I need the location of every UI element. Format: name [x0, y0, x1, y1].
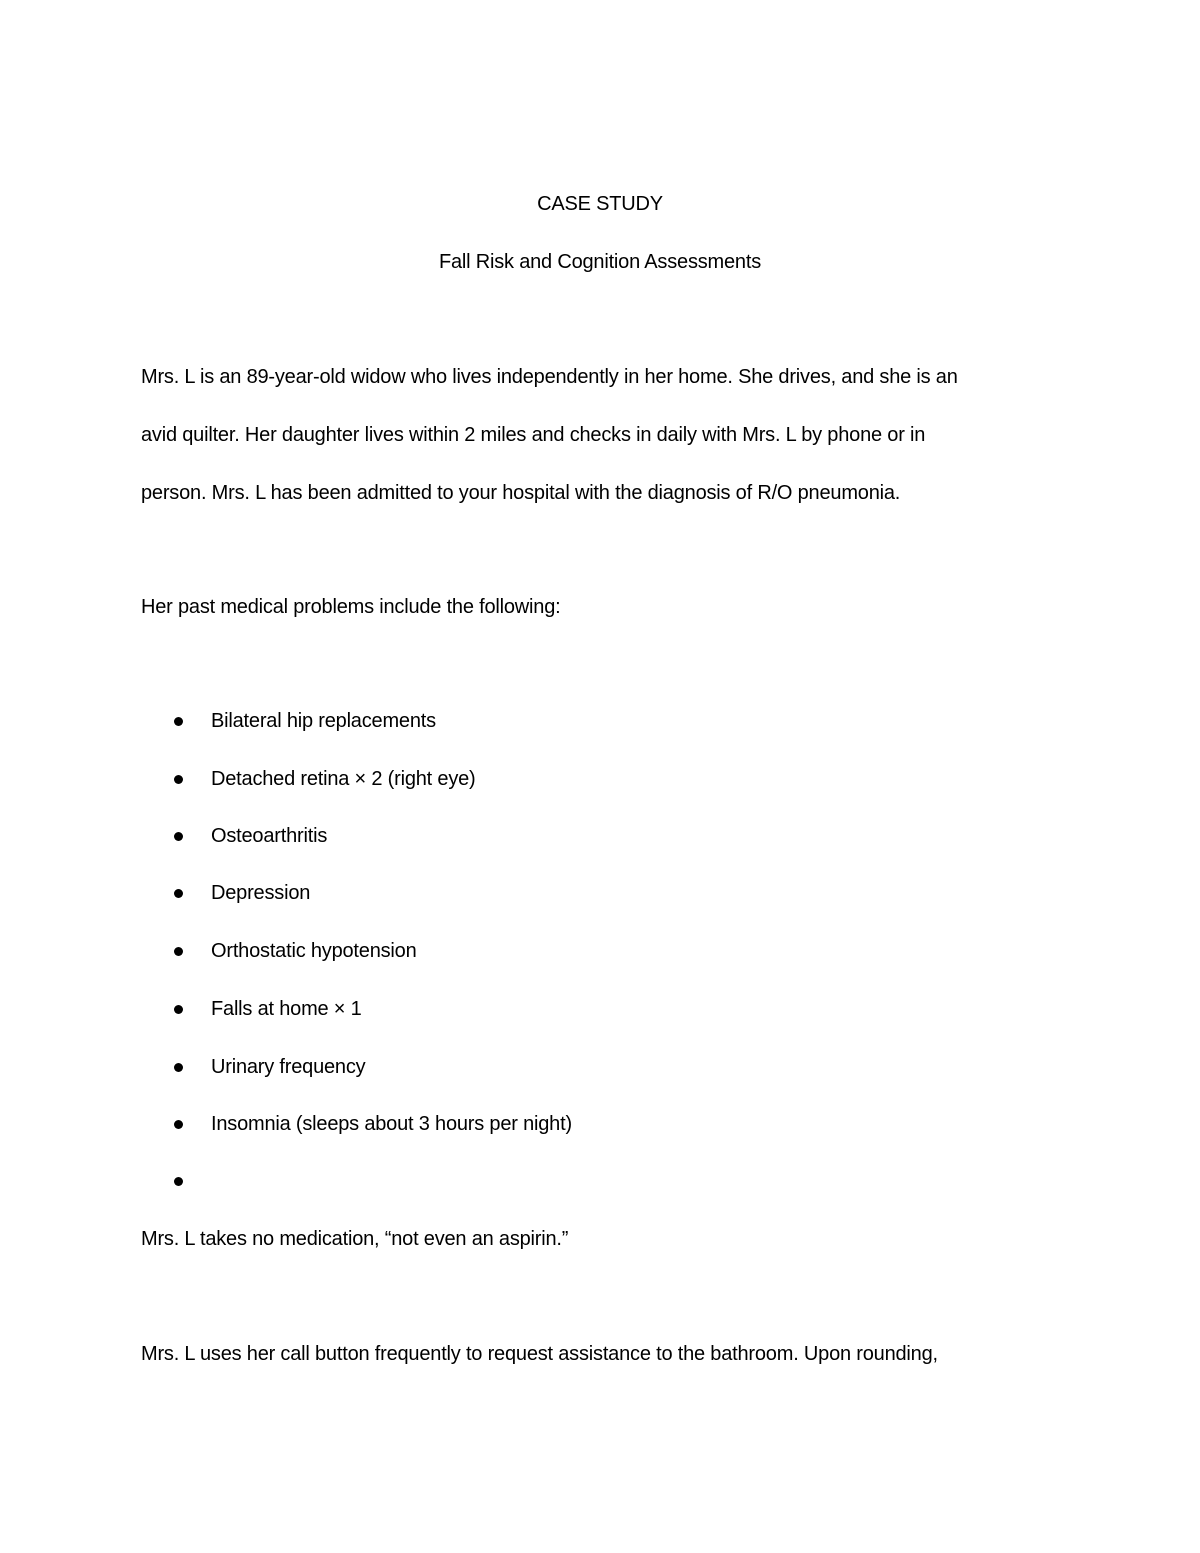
bullet-icon — [174, 947, 183, 956]
bullet-icon — [174, 1120, 183, 1129]
list-item-text: Urinary frequency — [211, 1056, 366, 1078]
list-item-text: Insomnia (sleeps about 3 hours per night) — [211, 1113, 572, 1135]
list-item-text: Detached retina × 2 (right eye) — [211, 768, 476, 790]
list-item-text: Osteoarthritis — [211, 825, 328, 847]
document-subtitle: Fall Risk and Cognition Assessments — [438, 251, 762, 273]
bullet-icon — [174, 717, 183, 726]
bullet-icon — [174, 832, 183, 841]
document-title: CASE STUDY — [537, 193, 663, 215]
medication-line: Mrs. L takes no medication, “not even an aspirin.” — [141, 1228, 569, 1250]
list-item-text: Orthostatic hypotension — [211, 940, 417, 962]
list-item-text: Falls at home × 1 — [211, 998, 362, 1020]
list-item-text: Depression — [211, 882, 311, 904]
bullet-icon — [174, 1005, 183, 1014]
bullet-icon — [174, 775, 183, 784]
list-item-text: Bilateral hip replacements — [211, 710, 436, 732]
bullet-icon — [174, 1177, 183, 1186]
bullet-icon — [174, 889, 183, 898]
intro-line-1: Mrs. L is an 89-year-old widow who lives independently in her home. She drives, and she is an — [141, 366, 958, 388]
intro-line-2: avid quilter. Her daughter lives within 2 miles and checks in daily with Mrs. L by phone or in — [141, 424, 926, 446]
bullet-icon — [174, 1063, 183, 1072]
history-heading: Her past medical problems include the following: — [141, 596, 561, 618]
intro-line-3: person. Mrs. L has been admitted to your hospital with the diagnosis of R/O pneumonia. — [141, 482, 901, 504]
closing-line: Mrs. L uses her call button frequently to request assistance to the bathroom. Upon rounding, — [141, 1343, 938, 1365]
